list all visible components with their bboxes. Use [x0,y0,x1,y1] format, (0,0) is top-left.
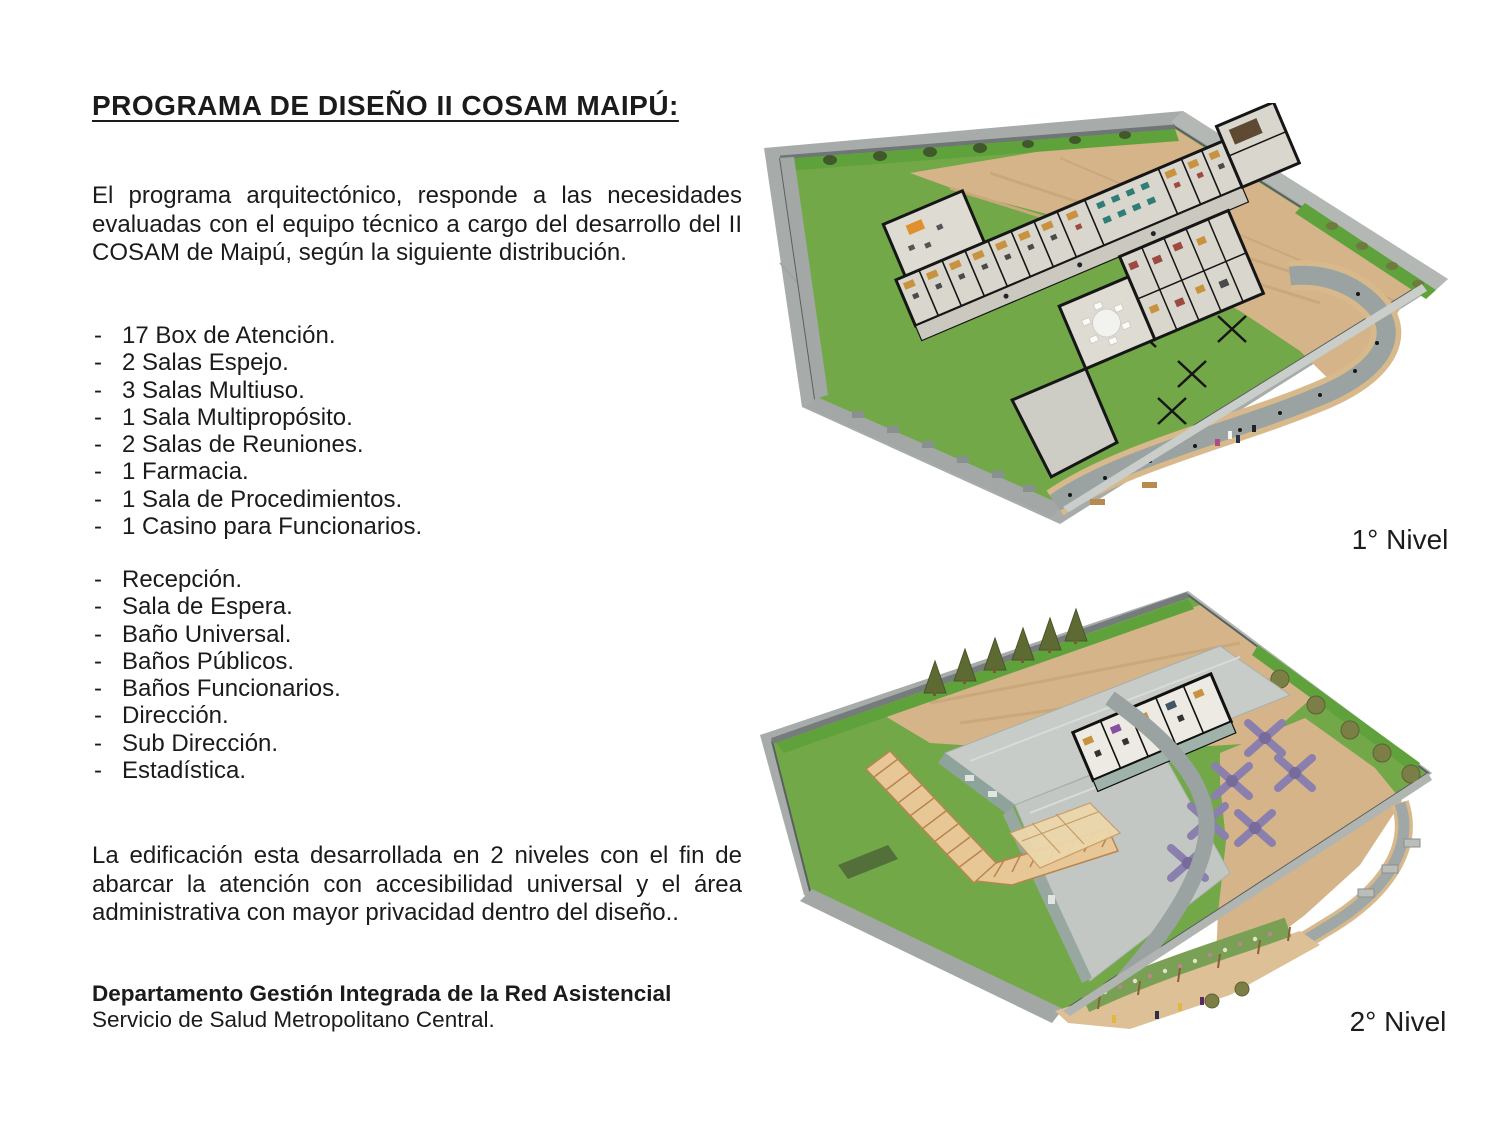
list-item: - 1 Sala de Procedimientos. [94,485,403,513]
list-item: - 17 Box de Atención. [94,322,336,349]
list-item: - 2 Salas de Reuniones. [94,431,364,459]
list-item: - Dirección. [94,702,229,730]
list-item: - Baños Funcionarios. [94,675,341,703]
level1-render [760,103,1482,527]
person [1200,997,1204,1005]
list-item: - Recepción. [94,566,243,593]
person [1112,1015,1116,1023]
list-item: - 1 Sala Multipropósito. [94,403,353,431]
level2-label: 2° Nivel [1349,1006,1447,1037]
list-item: - 2 Salas Espejo. [94,349,289,377]
list-item: - Baños Públicos. [94,647,295,675]
intro-paragraph: El programa arquitectónico, responde a las necesidades evaluadas con el equipo técnico a cargo del desarrollo del II COSAM de Maipú, según la siguiente distribución. [92,182,742,266]
level1-label: 1° Nivel [1351,524,1449,555]
footer-service: Servicio de Salud Metropolitano Central. [92,1007,495,1032]
footer-department: Departamento Gestión Integrada de la Red Asistencial [92,981,672,1006]
level1-site-plan [760,103,1482,527]
bench [1090,499,1105,505]
bench [1142,482,1157,488]
list-item: - Estadística. [94,757,247,785]
program-list-primary [94,322,422,540]
level2-render [760,583,1482,1035]
page-title: PROGRAMA DE DISEÑO II COSAM MAIPÚ: [92,90,679,121]
level2-site-plan [760,583,1482,1035]
list-item: - 3 Salas Multiuso. [94,376,305,404]
person [1178,1003,1182,1011]
list-item: - 1 Farmacia. [94,458,249,486]
list-item: - Sala de Espera. [94,593,293,621]
list-item: - 1 Casino para Funcionarios. [94,513,423,541]
program-list-secondary [94,566,341,784]
list-item: - Sub Dirección. [94,729,279,757]
person [1155,1011,1159,1019]
list-item: - Baño Universal. [94,620,292,648]
closing-paragraph: La edificación esta desarrollada en 2 niveles con el fin de abarcar la atención con accesibilidad universal y el área administrativa con mayor privacidad dentro del diseño.. [92,842,742,926]
footer [92,981,671,1033]
